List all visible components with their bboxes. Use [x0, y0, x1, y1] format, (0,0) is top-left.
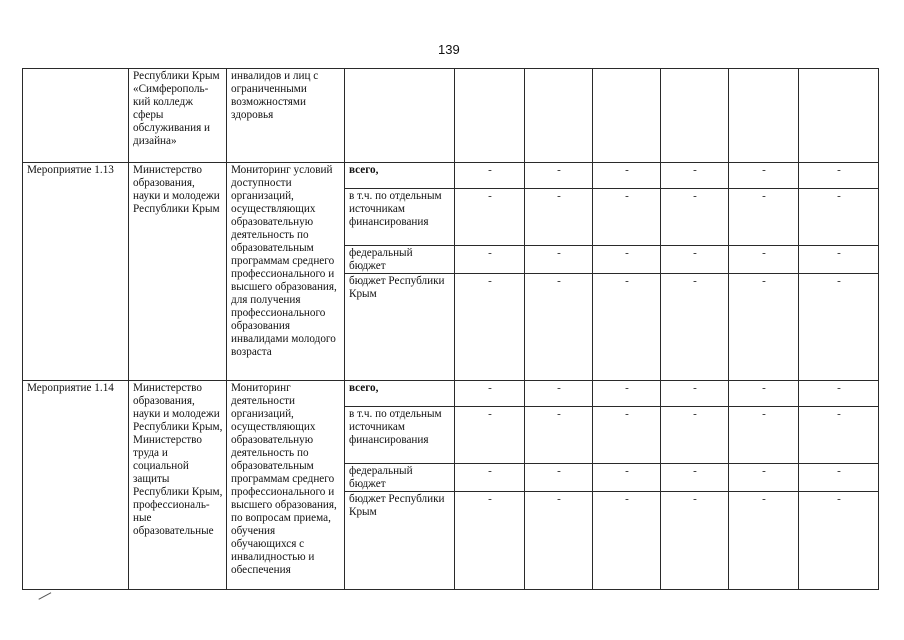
value-cell: -: [661, 464, 729, 492]
measure-label: Мероприятие 1.14: [23, 381, 129, 590]
value-cell: -: [455, 381, 525, 407]
value-cell: -: [525, 492, 593, 590]
source-cell: федеральный бюджет: [345, 464, 455, 492]
value-cell: -: [593, 246, 661, 274]
value-cell: -: [799, 246, 879, 274]
source-cell: в т.ч. по отдельным источникам финансирования: [345, 189, 455, 246]
table-row: [23, 381, 879, 407]
value-cell: -: [525, 163, 593, 189]
value-cell: -: [455, 464, 525, 492]
value-cell: -: [525, 189, 593, 246]
value-cell: -: [525, 407, 593, 464]
value-cell: -: [455, 246, 525, 274]
value-cell: -: [525, 246, 593, 274]
activity-cell: инвалидов и лиц с ограниченными возможностями здоровья: [227, 69, 345, 163]
value-cell: -: [729, 407, 799, 464]
source-cell: бюджет Республики Крым: [345, 274, 455, 381]
value-cell: -: [455, 189, 525, 246]
value-cell: -: [455, 492, 525, 590]
value-cell: -: [593, 274, 661, 381]
source-cell: [345, 69, 455, 163]
value-cell: -: [799, 163, 879, 189]
value-cell: -: [593, 407, 661, 464]
value-cell: -: [799, 189, 879, 246]
source-cell: бюджет Республики Крым: [345, 492, 455, 590]
measure-label: Мероприятие 1.13: [23, 163, 129, 381]
value-cell: -: [455, 407, 525, 464]
value-cell: -: [661, 492, 729, 590]
table-row: [23, 69, 879, 163]
value-cell: -: [729, 381, 799, 407]
value-cell: -: [593, 464, 661, 492]
value-cell: -: [661, 163, 729, 189]
value-cell: -: [593, 189, 661, 246]
value-cell: -: [729, 464, 799, 492]
measure-cell: [23, 69, 129, 163]
value-cell: -: [661, 407, 729, 464]
source-cell: всего,: [345, 381, 455, 407]
value-cell: -: [799, 464, 879, 492]
source-cell: всего,: [345, 163, 455, 189]
source-cell: федеральный бюджет: [345, 246, 455, 274]
value-cell: -: [729, 189, 799, 246]
value-cell: -: [593, 163, 661, 189]
executor-cell: Министерство образования, науки и молодежи Республики Крым: [129, 163, 227, 381]
value-cell: -: [525, 274, 593, 381]
executor-cell: Министерство образования, науки и молодежи Республики Крым, Министерство труда и социальной защиты Республики Крым, профессиональ-ные образовательные: [129, 381, 227, 590]
value-cell: -: [799, 492, 879, 590]
value-cell: -: [455, 274, 525, 381]
value-cell: -: [525, 381, 593, 407]
value-cell: -: [799, 407, 879, 464]
program-table: [22, 68, 879, 590]
value-cell: -: [661, 274, 729, 381]
value-cell: -: [593, 492, 661, 590]
value-cell: -: [729, 274, 799, 381]
value-cell: -: [661, 246, 729, 274]
value-cell: -: [729, 163, 799, 189]
value-cell: -: [729, 246, 799, 274]
table-row: [23, 163, 879, 189]
activity-cell: Мониторинг условий доступности организаций, осуществляющих образовательную деятельность по образовательным программам среднего профессионального и высшего образования, для получения профессионального образования инвалидами молодого возраста: [227, 163, 345, 381]
value-cell: -: [729, 492, 799, 590]
activity-cell: Мониторинг деятельности организаций, осуществляющих образовательную деятельность по образовательным программам среднего профессионального и высшего образования, по вопросам приема, обучения обучающихся с инвалидностью и обеспечения: [227, 381, 345, 590]
value-cell: -: [799, 381, 879, 407]
value-cell: -: [593, 381, 661, 407]
value-cell: -: [525, 464, 593, 492]
page-number: 139: [438, 42, 460, 57]
value-cell: -: [455, 163, 525, 189]
source-cell: в т.ч. по отдельным источникам финансирования: [345, 407, 455, 464]
executor-cell: Республики Крым «Симферополь-кий колледж сферы обслуживания и дизайна»: [129, 69, 227, 163]
value-cell: -: [799, 274, 879, 381]
value-cell: -: [661, 189, 729, 246]
value-cell: -: [661, 381, 729, 407]
